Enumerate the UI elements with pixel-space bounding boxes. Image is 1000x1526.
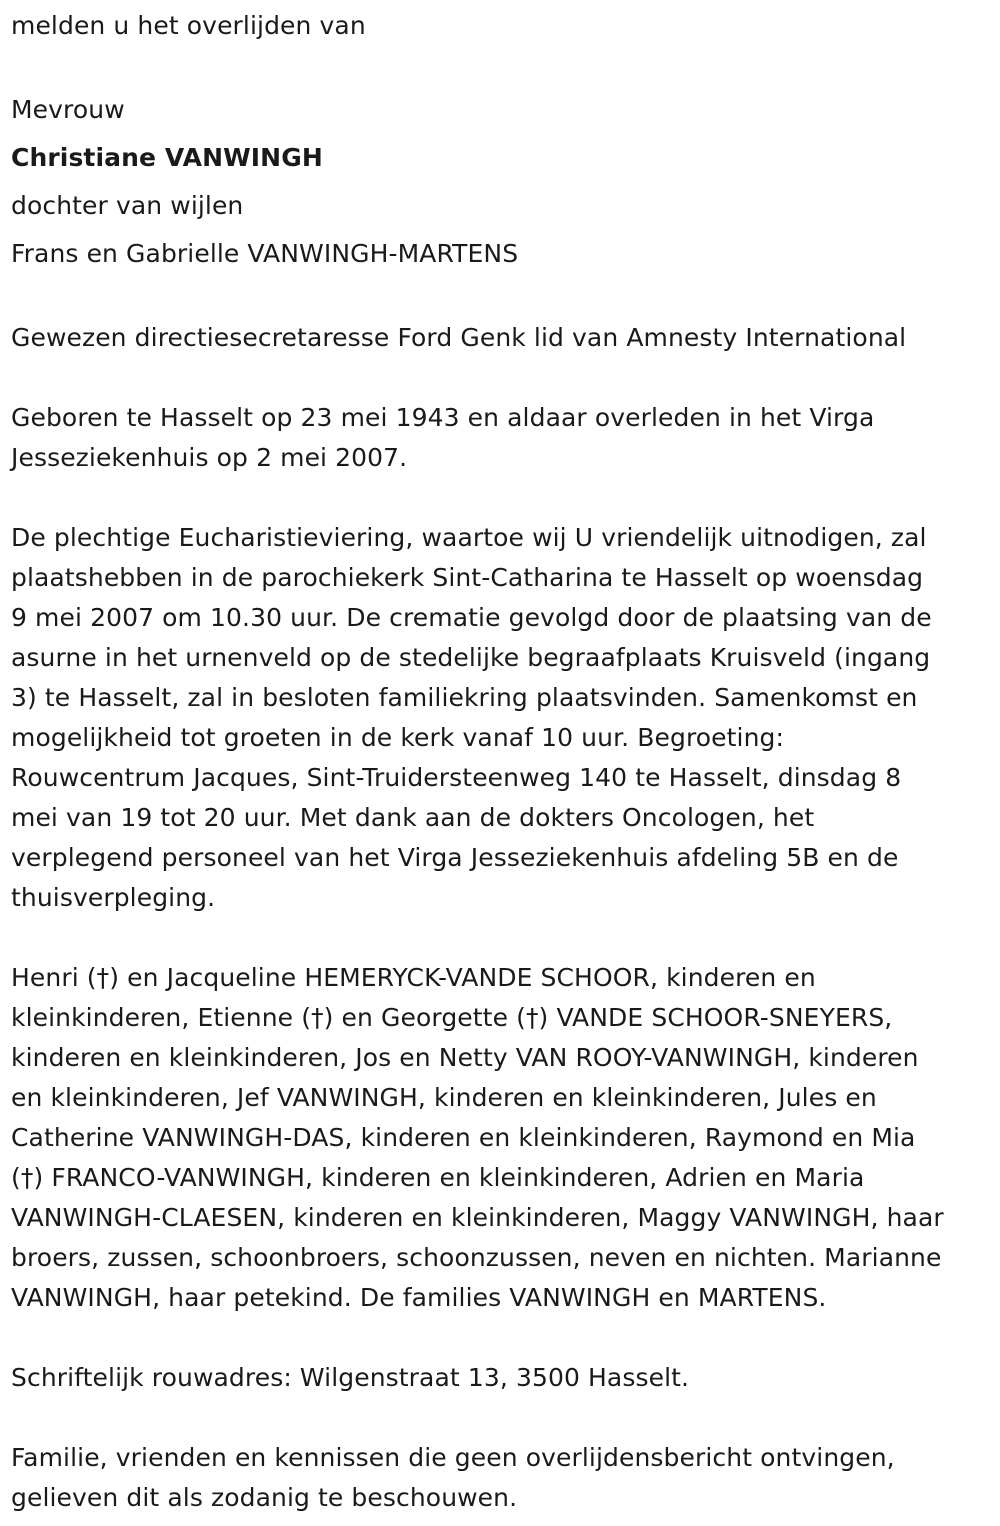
paragraph-line: kinderen en kleinkinderen, Jos en Netty VAN ROOY-VANWINGH, kinderen [11, 1043, 919, 1072]
paragraph-line: Henri (†) en Jacqueline HEMERYCK-VANDE SCHOOR, kinderen en [11, 963, 816, 992]
parents-intro: dochter van wijlen [11, 191, 244, 220]
spacer [11, 1318, 991, 1358]
spacer [11, 478, 991, 518]
paragraph-line: thuisverpleging. [11, 883, 216, 912]
paragraph-line: verplegend personeel van het Virga Jesseziekenhuis afdeling 5B en de [11, 843, 899, 872]
deceased-name: Christiane VANWINGH [11, 143, 323, 172]
paragraph-line: VANWINGH, haar petekind. De families VANWINGH en MARTENS. [11, 1283, 827, 1312]
paragraph-line: (†) FRANCO-VANWINGH, kinderen en kleinkinderen, Adrien en Maria [11, 1163, 865, 1192]
spacer [11, 278, 991, 318]
obituary-notice [11, 6, 991, 1518]
paragraph-line: mogelijkheid tot groeten in de kerk vanaf 10 uur. Begroeting: [11, 723, 785, 752]
paragraph-line: en kleinkinderen, Jef VANWINGH, kinderen en kleinkinderen, Jules en [11, 1083, 877, 1112]
paragraph-line: plaatshebben in de parochiekerk Sint-Catharina te Hasselt op woensdag [11, 563, 924, 592]
paragraph-line: Jesseziekenhuis op 2 mei 2007. [11, 443, 408, 472]
paragraph-line: Geboren te Hasselt op 23 mei 1943 en aldaar overleden in het Virga [11, 403, 875, 432]
paragraph-line: De plechtige Eucharistieviering, waartoe wij U vriendelijk uitnodigen, zal [11, 523, 927, 552]
spacer [11, 358, 991, 398]
paragraph-line: broers, zussen, schoonbroers, schoonzussen, neven en nichten. Marianne [11, 1243, 942, 1272]
ceremony-paragraph [11, 518, 991, 918]
spacer [11, 1398, 991, 1438]
paragraph-line: 9 mei 2007 om 10.30 uur. De crematie gevolgd door de plaatsing van de [11, 603, 932, 632]
paragraph-line: asurne in het urnenveld op de stedelijke begraafplaats Kruisveld (ingang [11, 643, 931, 672]
intro-text: melden u het overlijden van [11, 11, 366, 40]
paragraph-line: Familie, vrienden en kennissen die geen overlijdensbericht ontvingen, [11, 1443, 895, 1472]
mourning-address: Schriftelijk rouwadres: Wilgenstraat 13, 3500 Hasselt. [11, 1363, 690, 1392]
spacer [11, 46, 991, 86]
paragraph-line: gelieven dit als zodanig te beschouwen. [11, 1483, 518, 1512]
paragraph-line: mei van 19 tot 20 uur. Met dank aan de dokters Oncologen, het [11, 803, 815, 832]
paragraph-line: Catherine VANWINGH-DAS, kinderen en kleinkinderen, Raymond en Mia [11, 1123, 916, 1152]
paragraph-line: VANWINGH-CLAESEN, kinderen en kleinkinderen, Maggy VANWINGH, haar [11, 1203, 944, 1232]
birth-death-paragraph [11, 398, 991, 478]
spacer [11, 918, 991, 958]
parents-names: Frans en Gabrielle VANWINGH-MARTENS [11, 239, 519, 268]
paragraph-line: kleinkinderen, Etienne (†) en Georgette (†) VANDE SCHOOR-SNEYERS, [11, 1003, 893, 1032]
paragraph-line: 3) te Hasselt, zal in besloten familiekring plaatsvinden. Samenkomst en [11, 683, 918, 712]
family-paragraph [11, 958, 991, 1318]
occupation-text: Gewezen directiesecretaresse Ford Genk lid van Amnesty International [11, 323, 907, 352]
paragraph-line: Rouwcentrum Jacques, Sint-Truidersteenweg 140 te Hasselt, dinsdag 8 [11, 763, 902, 792]
salutation: Mevrouw [11, 95, 125, 124]
closing-paragraph [11, 1438, 991, 1518]
